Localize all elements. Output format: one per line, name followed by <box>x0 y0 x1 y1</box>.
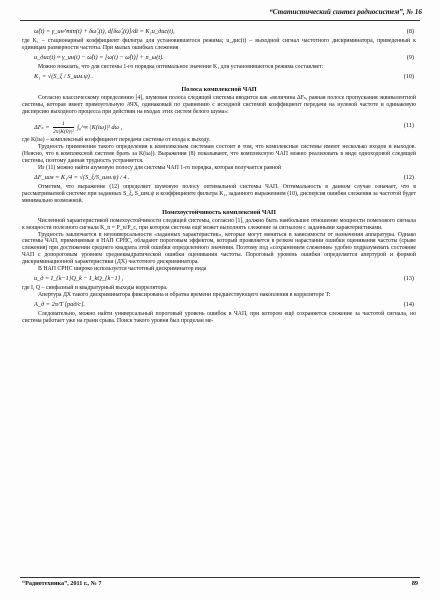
equation-12 <box>22 173 416 183</box>
equation-14 <box>22 300 416 310</box>
paragraph-iq-outputs: где I, Q – синфазный и квадратурный выходы коррелятора. <box>22 284 168 291</box>
equation-14-number: (14) <box>403 300 414 308</box>
equation-11-denominator: 2π|K(0)|² <box>53 128 74 135</box>
equation-9-text: u_дис(t) ≈ γ_ин(t) − ω̂(t) = [ω(t) − ω̂(t)] + n_ω(t). <box>34 53 164 61</box>
paragraph-discriminator-intro: В НАП СРНС широко используется частотный дискриминатор вида <box>38 266 207 273</box>
equation-13-text: u_д = I_{k−1}Q_k − I_kQ_{k−1} , <box>34 274 124 282</box>
paragraph-optimality-note: Отметим, что выражение (12) определяет шумовую полосу оптимальной системы ЧАП. Оптимальность в данном случае означает, что в рассматриваемой системе при заданных S_ξ, S_шм.ψ и коэффициенте фильтра K₁, заданного выражением (10), дисперсия ошибки слежения за частотой будет минимально возможной. <box>22 183 416 204</box>
section-heading-noise-immunity: Помехоустойчивость комплексной ЧАП <box>162 208 276 216</box>
equation-9-number: (9) <box>406 53 414 61</box>
equation-8-text: ω̂(t) = γ_ин^min(t) + δω̂₂(t), d[δω̂₂(t)]/dt = K₁u_дис(t), <box>34 28 175 35</box>
equation-10-number: (10) <box>403 72 414 80</box>
paragraph-noise-bandwidth-definition: Согласно классическому определению [4], шумовая полоса следящей системы вводится как «величина ΔFₛ, равная полосе пропускания эквивалентной системы, которая имеет прямоугольную АЧХ, одинаковый по сравнению с исходной системой коэффициент передачи на нулевой частоте и одинаковую дисперсию выходного процесса при действии на входах этих систем белого шума»: <box>22 94 416 115</box>
paragraph-aperture: Апертура ДХ такого дискриминатора фиксирована и обратна времени предшествующего накопления в корреляторе T: <box>38 291 331 298</box>
paragraph-optimal-k1: Можно показать, что для системы 1-го порядка оптимальное значение K₁ для установившегося режима составляет: <box>38 63 324 70</box>
paragraph-threshold-effect: Трудность заключается в неуниверсальности «заданных характеристик», которые могут меняться в зависимости от назначения аппаратуры. Однако системы ЧАП, применяемые в НАП СРНС, обладают пороговым эффектом, который проявляется в резком нарастании ошибки оценивания частоты (срыве слежения) при достижении среднего квадрата этой ошибки определенного значения. Поэтому под «сохранением слежения» удобно подразумевать состояние ЧАП с допороговым уровнем среднеквадратической ошибки оценивания частоты. Пороговый уровень ошибки определяется апертурой и формой дискриминационной характеристики (ДХ) частотного дискриминатора. <box>22 231 416 266</box>
section-heading-bandwidth: Полоса комплексной ЧАП <box>181 85 257 93</box>
equation-10-text: K₁ = √(S_ξ / S_шм.ψ) . <box>34 72 94 80</box>
paragraph-transfer-function: где K(iω) – комплексный коэффициент передачи системы от входа к выходу. <box>22 137 211 144</box>
paragraph-threshold-search: Следовательно, можно найти универсальный пороговый уровень ошибок в ЧАП, при котором ещё сохраняется слежение за частотой сигнала, но система работает уже на грани срыва. Поиск такого уровня был проделан ме- <box>22 310 416 324</box>
equation-11-formula <box>34 121 122 135</box>
equation-11-numerator: 1 <box>61 121 65 128</box>
equation-12-number: (12) <box>403 173 414 181</box>
equation-11 <box>22 116 416 136</box>
footer-rule <box>20 577 420 578</box>
equation-9 <box>22 53 416 63</box>
equation-11-number: (11) <box>403 122 414 130</box>
page-number: 89 <box>411 580 418 587</box>
equation-8 <box>22 27 416 37</box>
paragraph-k1-definition: где K₁ – стационарный коэффициент фильтра для установившегося режима; u_дис(t) – выходной сигнал частотного дискриминатора, приведенный к единицам размерности частоты. При малых ошибках слежения <box>22 38 416 51</box>
equation-11-fraction <box>53 121 74 135</box>
equation-14-text: A_д = 2π/T [рад/с]. <box>34 300 86 308</box>
running-head: “Статистический синтез радиосистем”, № 16 <box>269 8 422 16</box>
equation-11-lhs: ΔFₛ = <box>34 124 50 132</box>
page-body <box>22 26 416 325</box>
paragraph-noise-immunity-definition: Численной характеристикой помехоустойчивости следящей системы, согласно [1], должно быть наибольшее отношение мощности помехового сигнала к мощности полезного сигнала K_п = P_п/P_с, при котором система ещё может выполнять слежение за сигналом с заданными характеристиками. <box>22 217 416 231</box>
paragraph-complex-system-difficulty: Трудность применения такого определения к комплексным системам состоит в том, что комплексные системы имеют несколько входов и выходов. (Неясно, что в комплексной системе брать за K(iω)). Выражения (8) показывают, что комплексную ЧАП можно реализовать в виде одноходовой следящей системы, поэтому данная трудность устраняется. <box>22 144 416 165</box>
equation-12-text: ΔF_шм = K₁/4 = √(S_ξ/S_шм.ψ) / 4 . <box>34 173 130 181</box>
footer-journal: “Радиотехника”, 2011 г., № 7 <box>22 580 102 587</box>
paragraph-first-order-bandwidth: Из (11) можно найти шумовую полосу для системы ЧАП 1-го порядка, которая получается равной <box>38 165 282 172</box>
equation-11-rhs: ∫₀^∞ |K(iω)|² dω , <box>77 124 123 132</box>
equation-8-number: (8) <box>406 28 414 35</box>
header-rule <box>20 20 420 21</box>
equation-10 <box>22 72 416 82</box>
equation-13-number: (13) <box>403 274 414 282</box>
equation-13 <box>22 274 416 284</box>
